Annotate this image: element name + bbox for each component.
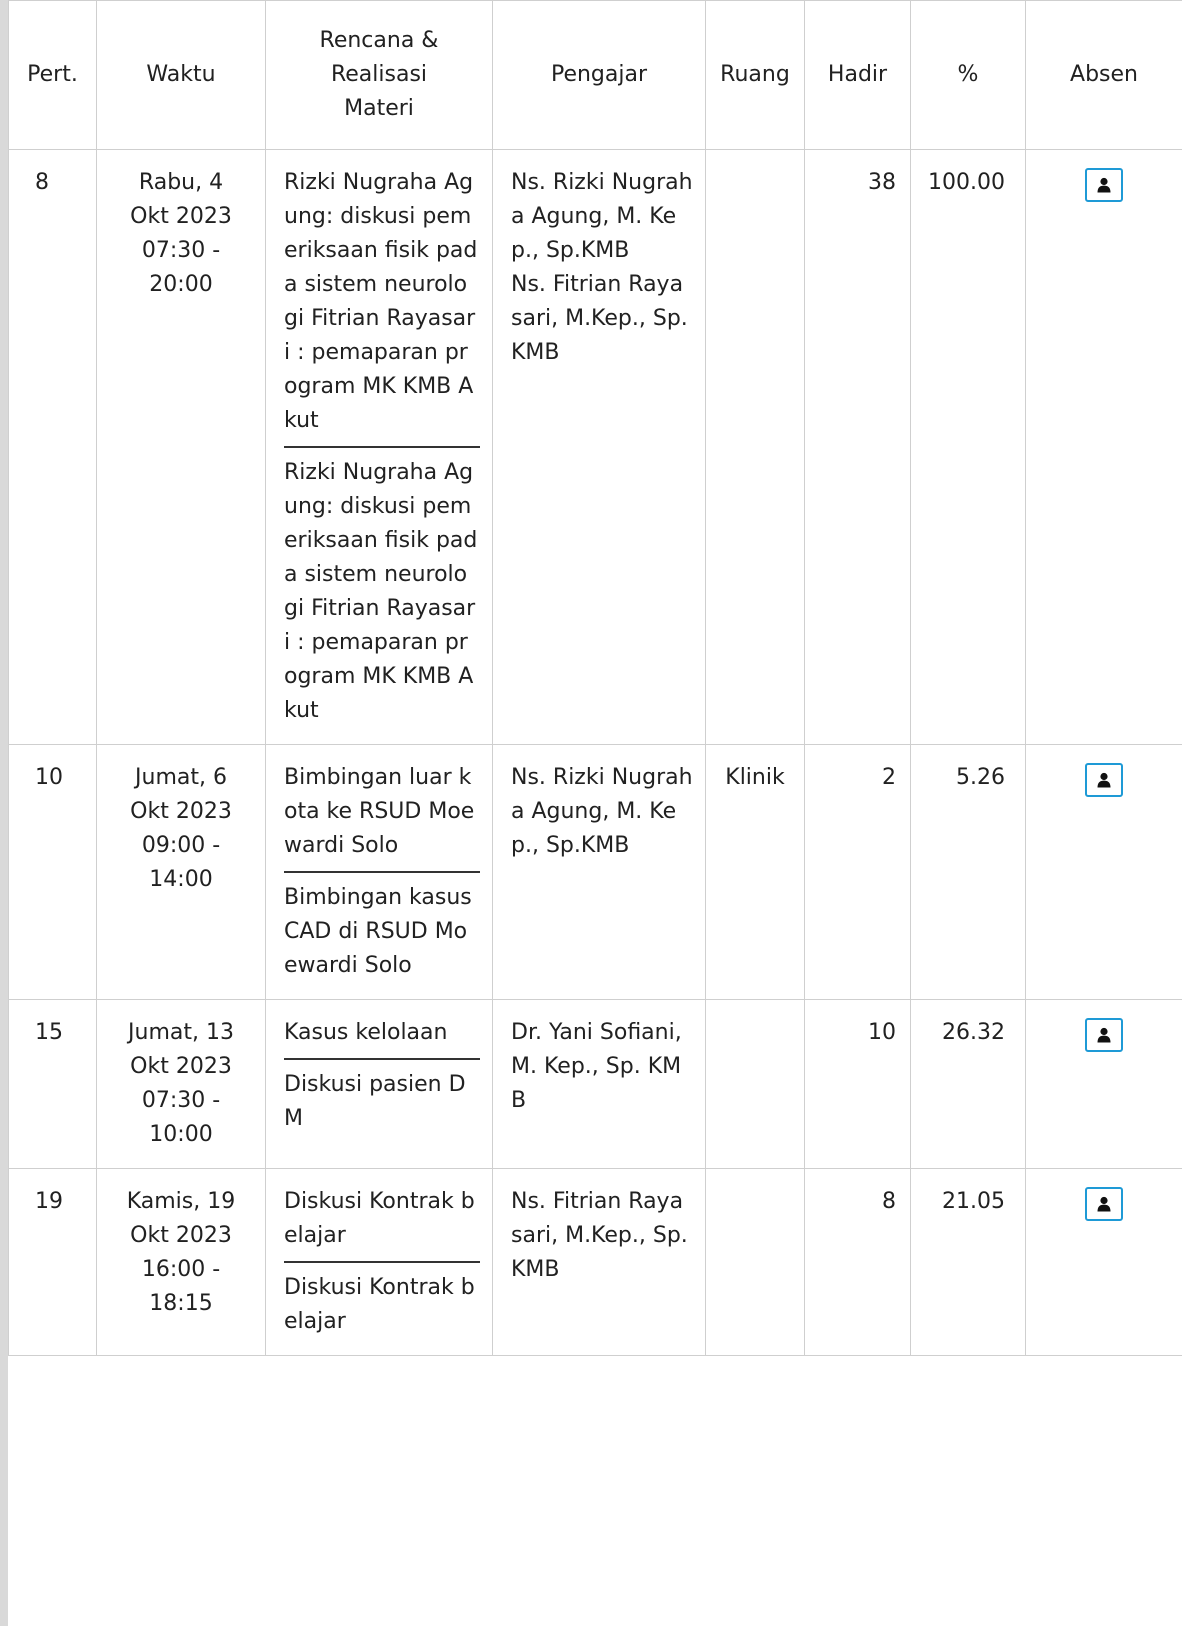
waktu-start: 16:00 - <box>141 1257 221 1282</box>
waktu-date: Okt 2023 <box>130 799 232 824</box>
pengajar-name: Ns. Fitrian Rayasari, M.Kep., Sp. KMB <box>511 272 688 365</box>
ruang-cell <box>706 150 805 745</box>
waktu-cell <box>97 745 266 1000</box>
materi-cell <box>266 745 493 1000</box>
table-body <box>9 150 1182 1356</box>
rencana-text: Bimbingan luar kota ke RSUD Moewardi Solo <box>284 765 475 858</box>
header-waktu: Waktu <box>97 1 266 150</box>
pert-cell: 15 <box>9 1000 97 1169</box>
hadir-cell: 2 <box>805 745 911 1000</box>
rencana-text: Rizki Nugraha Agung: diskusi pemeriksaan fisik pada sistem neurologi Fitrian Rayasari : pemaparan program MK KMB Akut <box>284 170 478 433</box>
waktu-day: Jumat, 13 <box>128 1020 234 1045</box>
percent-cell: 100.00 <box>911 150 1026 745</box>
realisasi-text: Diskusi Kontrak belajar <box>284 1275 475 1334</box>
user-icon <box>1097 1196 1111 1212</box>
materi-divider <box>284 1261 480 1263</box>
materi-divider <box>284 446 480 448</box>
waktu-end: 20:00 <box>149 272 213 297</box>
pengajar-name: Ns. Rizki Nugraha Agung, M. Kep., Sp.KMB <box>511 765 693 858</box>
waktu-date: Okt 2023 <box>130 1223 232 1248</box>
header-pengajar: Pengajar <box>493 1 706 150</box>
table-row <box>9 150 1182 745</box>
waktu-day: Jumat, 6 <box>135 765 227 790</box>
waktu-date: Okt 2023 <box>130 1054 232 1079</box>
rencana-text: Kasus kelolaan <box>284 1020 448 1045</box>
table-row <box>9 1000 1182 1169</box>
user-icon <box>1097 1027 1111 1043</box>
materi-cell <box>266 150 493 745</box>
pert-cell: 8 <box>9 150 97 745</box>
waktu-end: 10:00 <box>149 1122 213 1147</box>
pengajar-name: Dr. Yani Sofiani, M. Kep., Sp. KMB <box>511 1020 682 1113</box>
user-icon <box>1097 177 1111 193</box>
materi-cell <box>266 1000 493 1169</box>
pengajar-cell <box>493 745 706 1000</box>
waktu-day: Rabu, 4 <box>138 170 224 195</box>
pengajar-name: Ns. Fitrian Rayasari, M.Kep., Sp. KMB <box>511 1189 688 1282</box>
waktu-date: Okt 2023 <box>130 204 232 229</box>
waktu-start: 07:30 - <box>141 1088 221 1113</box>
left-border <box>0 0 8 1626</box>
percent-cell: 5.26 <box>911 745 1026 1000</box>
realisasi-text: Bimbingan kasus CAD di RSUD Moewardi Solo <box>284 885 472 978</box>
percent-cell: 21.05 <box>911 1169 1026 1356</box>
pert-cell: 10 <box>9 745 97 1000</box>
waktu-cell <box>97 150 266 745</box>
absen-cell <box>1026 1000 1182 1169</box>
realisasi-text: Rizki Nugraha Agung: diskusi pemeriksaan fisik pada sistem neurologi Fitrian Rayasari : pemaparan program MK KMB Akut <box>284 460 478 723</box>
attendance-table <box>8 0 1182 1356</box>
absen-button[interactable] <box>1085 1018 1123 1052</box>
pengajar-name: Ns. Rizki Nugraha Agung, M. Kep., Sp.KMB <box>511 170 693 263</box>
percent-cell: 26.32 <box>911 1000 1026 1169</box>
pengajar-cell <box>493 1000 706 1169</box>
absen-button[interactable] <box>1085 168 1123 202</box>
waktu-cell <box>97 1000 266 1169</box>
header-materi: Rencana & Realisasi Materi <box>266 1 493 150</box>
header-pert: Pert. <box>9 1 97 150</box>
hadir-cell: 8 <box>805 1169 911 1356</box>
absen-cell <box>1026 1169 1182 1356</box>
table-row <box>9 745 1182 1000</box>
materi-cell <box>266 1169 493 1356</box>
absen-cell <box>1026 745 1182 1000</box>
pengajar-cell <box>493 150 706 745</box>
absen-button[interactable] <box>1085 763 1123 797</box>
table-row <box>9 1169 1182 1356</box>
header-ruang: Ruang <box>706 1 805 150</box>
realisasi-text: Diskusi pasien DM <box>284 1072 466 1131</box>
rencana-text: Diskusi Kontrak belajar <box>284 1189 475 1248</box>
user-icon <box>1097 772 1111 788</box>
waktu-start: 09:00 - <box>141 833 221 858</box>
header-absen: Absen <box>1026 1 1182 150</box>
waktu-day: Kamis, 19 <box>126 1189 236 1214</box>
pert-cell: 19 <box>9 1169 97 1356</box>
ruang-cell <box>706 1000 805 1169</box>
waktu-end: 14:00 <box>149 867 213 892</box>
materi-divider <box>284 871 480 873</box>
absen-cell <box>1026 150 1182 745</box>
materi-divider <box>284 1058 480 1060</box>
hadir-cell: 10 <box>805 1000 911 1169</box>
pengajar-cell <box>493 1169 706 1356</box>
table-header-row <box>9 1 1182 150</box>
ruang-cell <box>706 1169 805 1356</box>
header-percent: % <box>911 1 1026 150</box>
waktu-end: 18:15 <box>149 1291 213 1316</box>
waktu-cell <box>97 1169 266 1356</box>
hadir-cell: 38 <box>805 150 911 745</box>
ruang-cell: Klinik <box>706 745 805 1000</box>
waktu-start: 07:30 - <box>141 238 221 263</box>
header-hadir: Hadir <box>805 1 911 150</box>
absen-button[interactable] <box>1085 1187 1123 1221</box>
